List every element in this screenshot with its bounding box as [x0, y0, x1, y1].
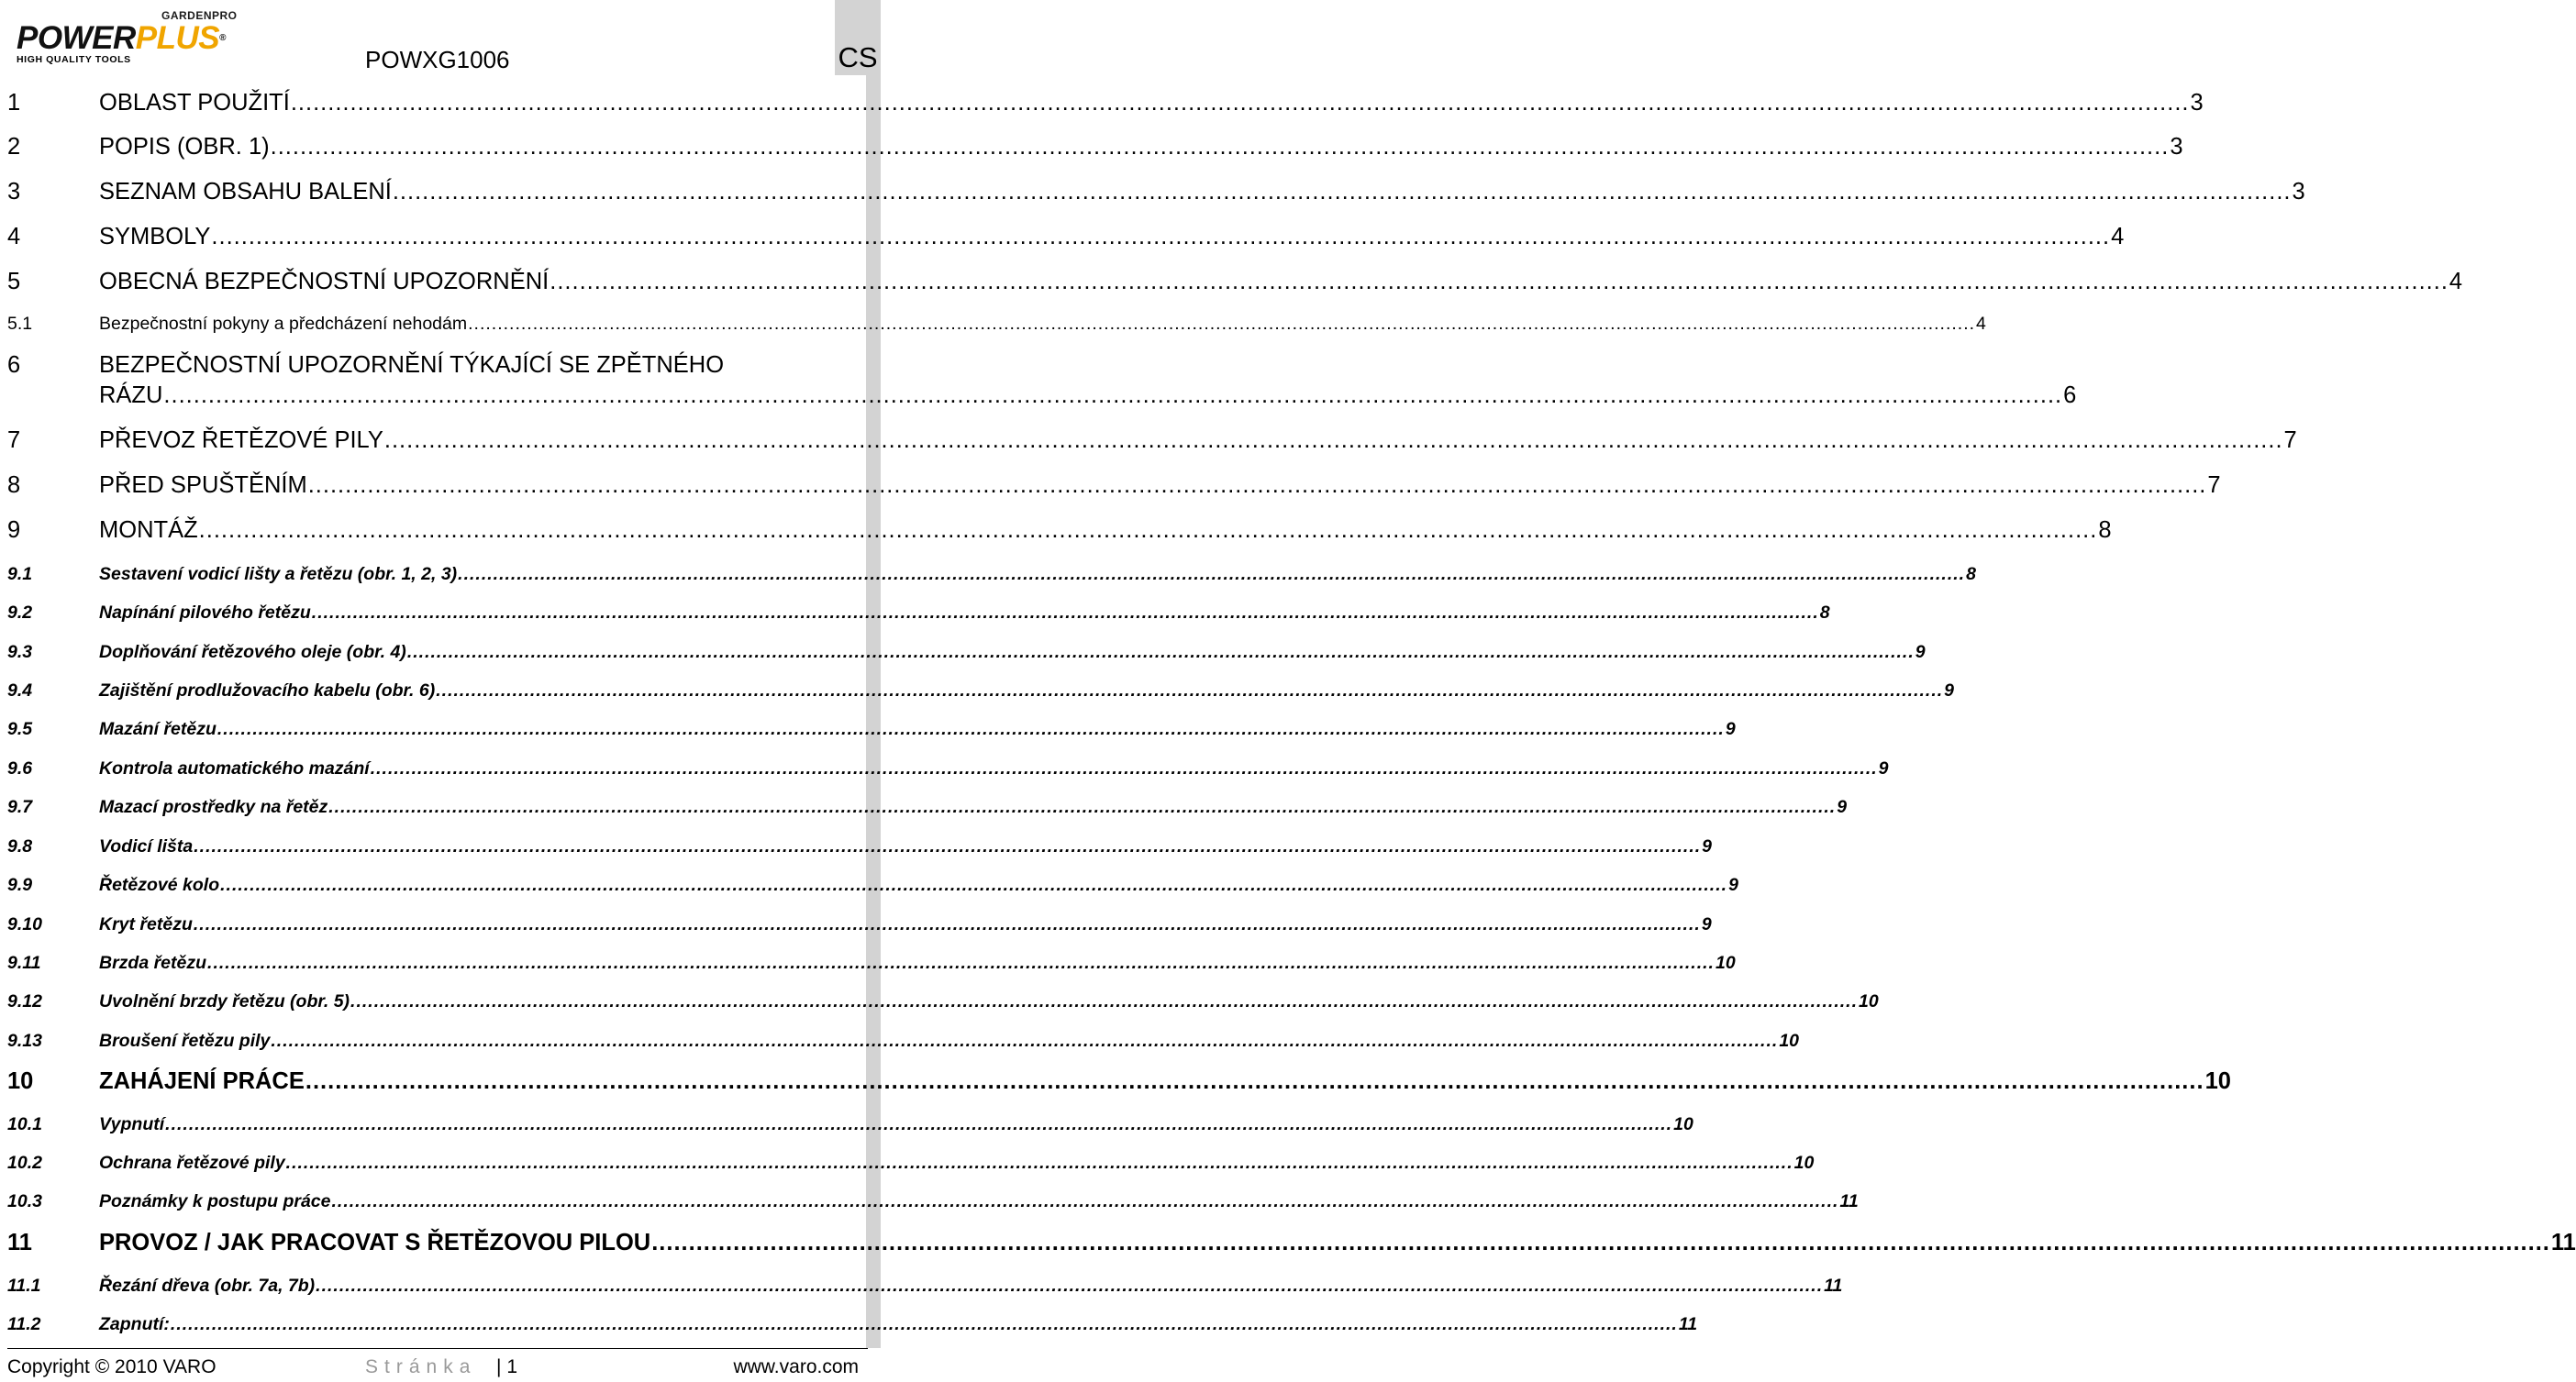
toc-leader	[170, 1314, 1679, 1335]
copyright: Copyright © 2010 VARO	[7, 1356, 217, 1377]
toc-entry[interactable]: 10.3 Poznámky k postupu práce ..... 11	[7, 1191, 862, 1212]
toc-leader	[305, 1068, 2205, 1095]
toc-entry[interactable]: 5.1 Bezpečnostní pokyny a předcházení nehodám ..... 4	[7, 314, 862, 335]
toc-entry[interactable]: 9.12 Uvolnění brzdy řetězu (obr. 5) ..... 10	[7, 991, 862, 1012]
toc-leader	[383, 427, 2284, 454]
toc-leader	[549, 269, 2449, 295]
footer-divider	[7, 1348, 868, 1349]
logo-wordmark: POWERPLUS®	[17, 20, 226, 56]
toc-entry[interactable]: 9.4 Zajištění prodlužovacího kabelu (obr. 6) ..... 9	[7, 680, 862, 702]
toc-entry[interactable]: 9.1 Sestavení vodicí lišty a řetězu (obr. 1, 2, 3) ..... 8	[7, 564, 862, 585]
toc-leader	[164, 1114, 1673, 1135]
toc-leader	[406, 642, 1915, 663]
toc-leader	[307, 472, 2208, 499]
toc-entry[interactable]: 7 PŘEVOZ ŘETĚZOVÉ PILY ..... 7	[7, 427, 862, 454]
toc-entry[interactable]: 9 MONTÁŽ ..... 8	[7, 517, 862, 544]
toc-entry[interactable]: 6 BEZPEČNOSTNÍ UPOZORNĚNÍ TÝKAJÍCÍ SE ZPĚTNÉHO RÁZU ..... 6	[7, 352, 862, 409]
language-code: CS	[838, 41, 878, 73]
toc-leader	[219, 875, 1728, 896]
toc-leader	[290, 90, 2191, 116]
toc-entry[interactable]: 2 POPIS (OBR. 1) ..... 3	[7, 134, 862, 160]
toc-entry[interactable]: 9.6 Kontrola automatického mazání ..... 9	[7, 758, 862, 779]
toc-entry[interactable]: 9.10 Kryt řetězu ..... 9	[7, 914, 862, 935]
toc-leader	[350, 991, 1859, 1012]
toc-leader	[435, 680, 1944, 702]
toc-leader	[315, 1276, 1824, 1297]
logo-gardenpro: GARDENPRO	[161, 9, 238, 22]
toc-leader	[217, 719, 1726, 740]
toc-entry[interactable]: 9.5 Mazání řetězu ..... 9	[7, 719, 862, 740]
toc-entry[interactable]: 4 SYMBOLY ..... 4	[7, 224, 862, 250]
toc-leader	[328, 797, 1837, 818]
page-label: Stránka	[365, 1356, 477, 1377]
page-footer	[7, 1355, 859, 1381]
toc-leader	[650, 1230, 2551, 1256]
toc-entry[interactable]: 10.1 Vypnutí ..... 10	[7, 1114, 862, 1135]
toc-leader	[193, 836, 1702, 857]
toc-entry[interactable]: 9.8 Vodicí lišta ..... 9	[7, 836, 862, 857]
toc-entry[interactable]: 3 SEZNAM OBSAHU BALENÍ ..... 3	[7, 179, 862, 205]
brand-logo	[17, 7, 246, 64]
toc-leader	[311, 603, 1820, 624]
toc-entry[interactable]: 5 OBECNÁ BEZPEČNOSTNÍ UPOZORNĚNÍ ..... 4	[7, 269, 862, 295]
toc-leader	[206, 953, 1715, 974]
language-tab	[835, 0, 881, 75]
toc-leader	[270, 134, 2171, 160]
logo-tagline: HIGH QUALITY TOOLS	[17, 54, 131, 65]
toc-leader	[370, 758, 1879, 779]
toc-leader	[467, 314, 1976, 335]
toc-leader	[330, 1191, 1839, 1212]
page-number: | 1	[496, 1356, 517, 1377]
toc-entry[interactable]: 11.1 Řezání dřeva (obr. 7a, 7b) ..... 11	[7, 1276, 862, 1297]
toc-entry[interactable]: 9.13 Broušení řetězu pily ..... 10	[7, 1031, 862, 1052]
toc-leader	[285, 1153, 1794, 1174]
toc-entry[interactable]: 9.7 Mazací prostředky na řetěz ..... 9	[7, 797, 862, 818]
toc-entry[interactable]: 9.2 Napínání pilového řetězu ..... 8	[7, 603, 862, 624]
model-number: POWXG1006	[365, 46, 510, 73]
toc-entry[interactable]: 9.9 Řetězové kolo ..... 9	[7, 875, 862, 896]
toc-leader	[193, 914, 1702, 935]
toc-entry[interactable]: 9.11 Brzda řetězu ..... 10	[7, 953, 862, 974]
toc-leader	[198, 517, 2099, 544]
toc-leader	[210, 224, 2111, 250]
toc-entry[interactable]: 10.2 Ochrana řetězové pily ..... 10	[7, 1153, 862, 1174]
toc-entry[interactable]: 9.3 Doplňování řetězového oleje (obr. 4) ..... 9	[7, 642, 862, 663]
toc-leader	[270, 1031, 1779, 1052]
toc-leader	[392, 179, 2293, 205]
toc-entry[interactable]: 11.2 Zapnutí: ..... 11	[7, 1314, 862, 1335]
toc-entry[interactable]: 10 ZAHÁJENÍ PRÁCE ..... 10	[7, 1068, 862, 1095]
website-link[interactable]: www.varo.com	[733, 1356, 859, 1377]
toc-entry[interactable]: 11 PROVOZ / JAK PRACOVAT S ŘETĚZOVOU PILOU ..... 11	[7, 1230, 862, 1256]
toc-entry[interactable]: 1 OBLAST POUŽITÍ ..... 3	[7, 90, 862, 116]
toc-entry[interactable]: 8 PŘED SPUŠTĚNÍM ..... 7	[7, 472, 862, 499]
toc-leader	[457, 564, 1966, 585]
toc-leader	[162, 382, 2063, 409]
